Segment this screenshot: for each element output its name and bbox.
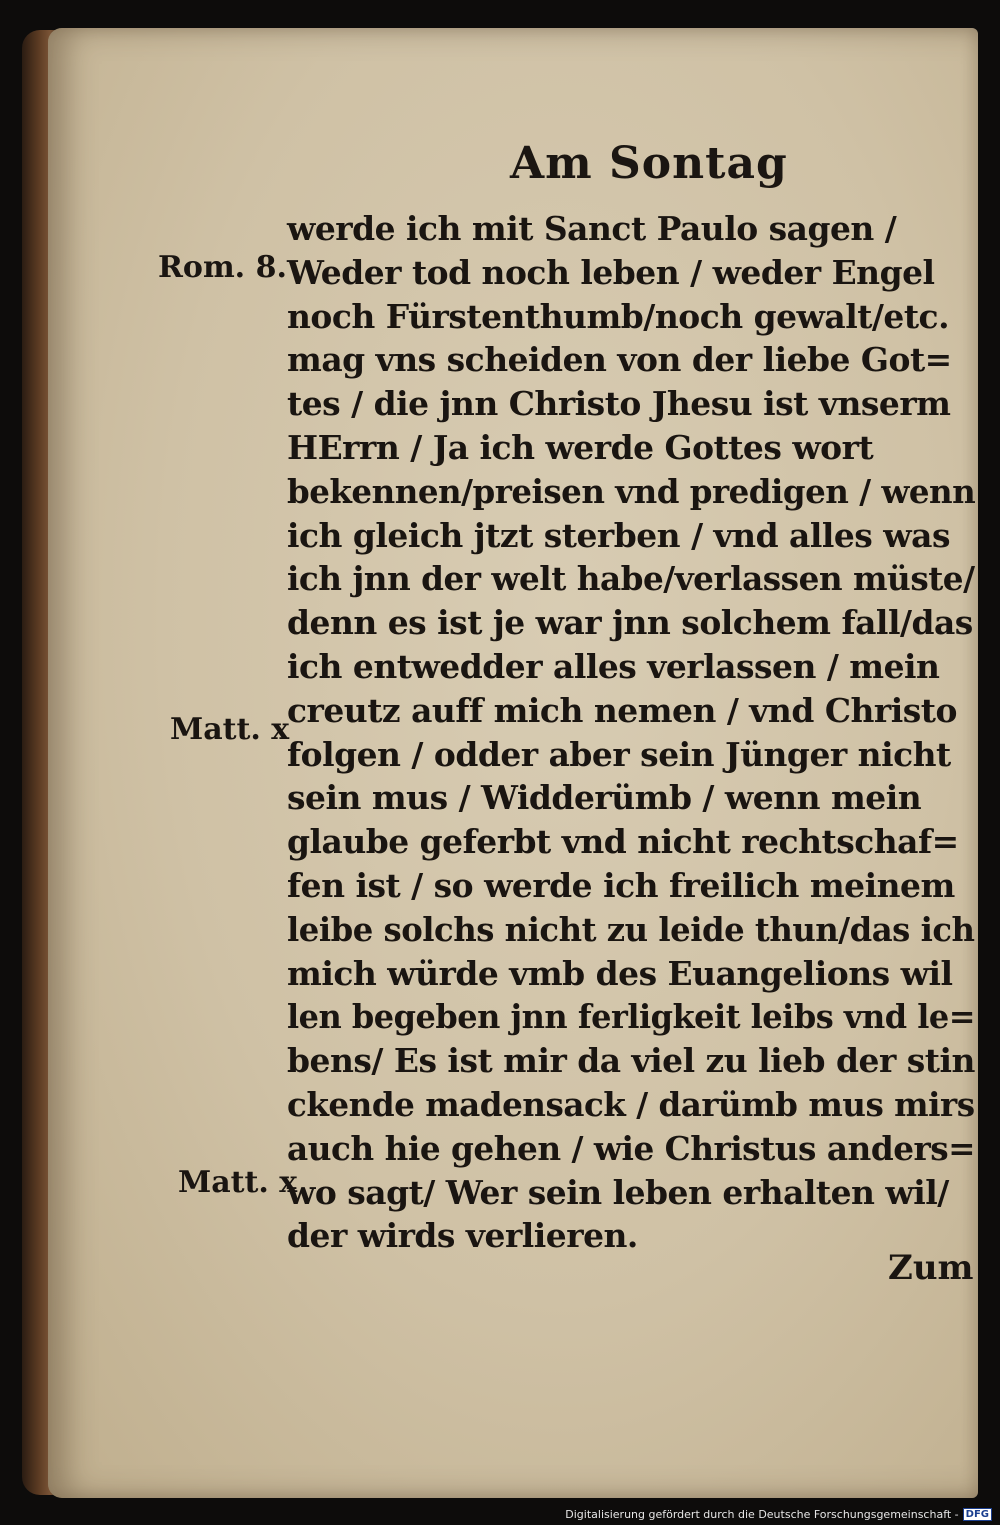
text-line: folgen / odder aber sein Jünger nicht: [287, 734, 951, 774]
text-line: HErrn / Ja ich werde Gottes wort: [287, 427, 874, 467]
text-line: bens/ Es ist mir da viel zu lieb der stin: [287, 1041, 975, 1081]
credit-text: Digitalisierung gefördert durch die Deutsche Forschungsgemeinschaft -: [565, 1508, 959, 1521]
text-line: ich entwedder alles verlassen / mein: [287, 646, 940, 686]
margin-note-matt-1: Matt. x: [170, 712, 290, 747]
margin-note-rom: Rom. 8.: [158, 250, 287, 285]
running-head: Am Sontag: [510, 138, 788, 189]
text-line: ich gleich jtzt sterben / vnd alles was: [287, 515, 950, 555]
text-line: auch hie gehen / wie Christus anders=: [287, 1128, 976, 1168]
text-line: noch Fürstenthumb/noch gewalt/etc.: [287, 296, 950, 336]
text-line: glaube geferbt vnd nicht rechtschaf=: [287, 822, 959, 862]
body-text: [287, 207, 977, 1258]
catchword: Zum: [888, 1248, 974, 1288]
text-line: der wirds verlieren.: [287, 1216, 638, 1256]
text-line: wo sagt/ Wer sein leben erhalten wil/: [287, 1172, 949, 1212]
text-line: tes / die jnn Christo Jhesu ist vnserm: [287, 384, 951, 424]
text-line: werde ich mit Sanct Paulo sagen /: [287, 209, 897, 248]
text-line: fen ist / so werde ich freilich meinem: [287, 865, 955, 905]
text-line: leibe solchs nicht zu leide thun/das ich: [287, 909, 975, 949]
text-line: Weder tod noch leben / weder Engel: [287, 252, 935, 292]
text-line: mich würde vmb des Euangelions wil: [287, 953, 953, 993]
text-line: ich jnn der welt habe/verlassen müste/: [287, 559, 975, 599]
dfg-logo-icon: DFG: [963, 1508, 992, 1521]
margin-note-matt-2: Matt. x: [178, 1165, 298, 1200]
text-line: bekennen/preisen vnd predigen / wenn: [287, 471, 976, 511]
text-line: mag vns scheiden von der liebe Got=: [287, 340, 952, 380]
text-line: creutz auff mich nemen / vnd Christo: [287, 690, 957, 730]
text-line: len begeben jnn ferligkeit leibs vnd le=: [287, 997, 976, 1037]
text-line: sein mus / Widderümb / wenn mein: [287, 778, 922, 818]
text-line: denn es ist je war jnn solchem fall/das: [287, 603, 973, 643]
digitization-credit: [565, 1508, 992, 1521]
text-line: ckende madensack / darümb mus mirs: [287, 1084, 975, 1124]
